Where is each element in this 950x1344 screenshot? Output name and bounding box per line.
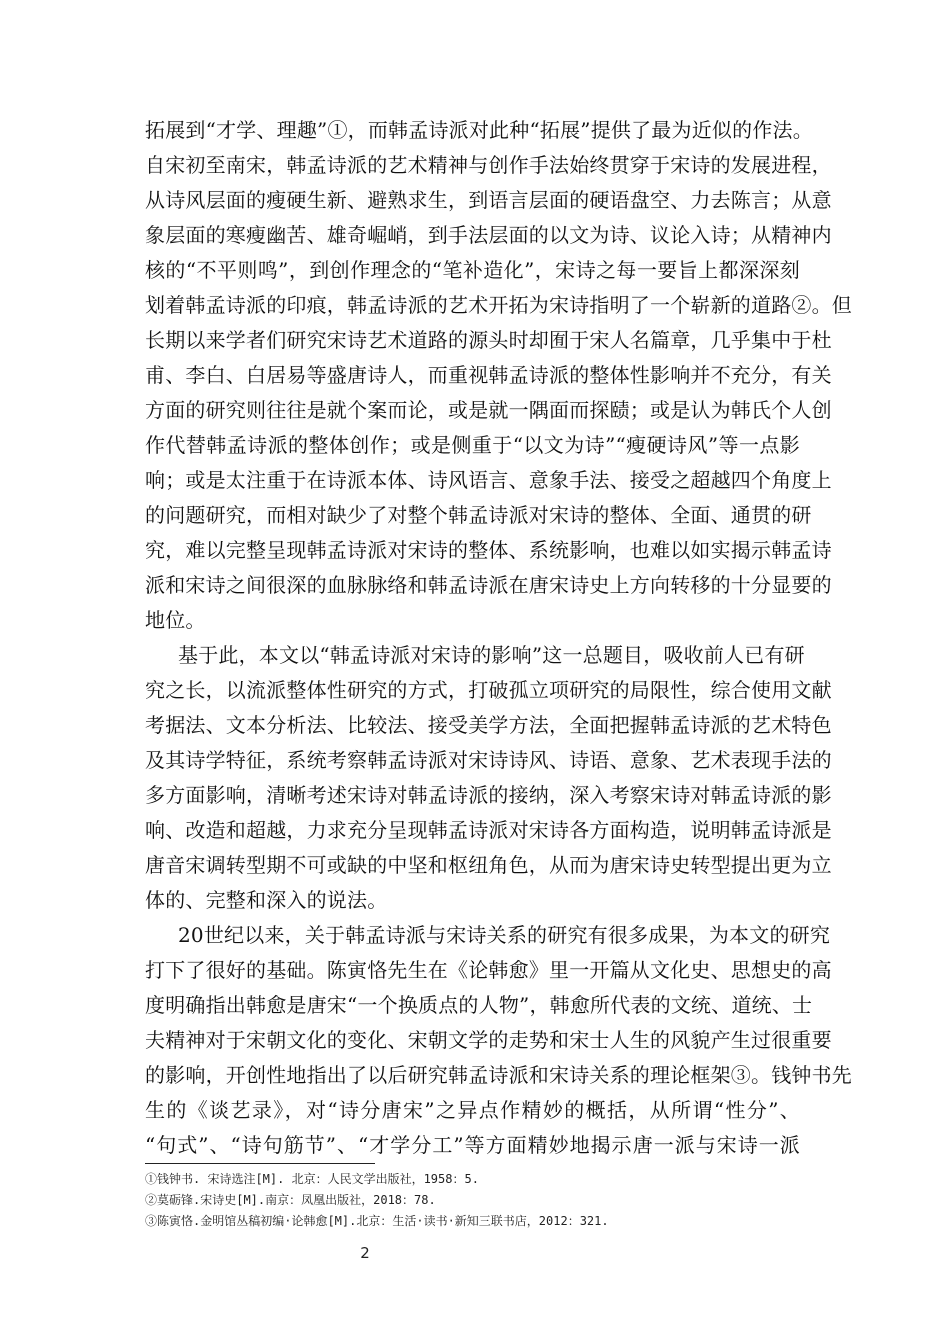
text-line: 度明确指出韩愈是唐宋“一个换质点的人物”，韩愈所代表的文统、道统、士 bbox=[145, 993, 813, 1017]
text-line: 唐音宋调转型期不可或缺的中坚和枢纽角色，从而为唐宋诗史转型提出更为立 bbox=[145, 853, 832, 877]
text-line: 长期以来学者们研究宋诗艺术道路的源头时却囿于宋人名篇章，几乎集中于杜 bbox=[145, 328, 832, 352]
text-line: 派和宋诗之间很深的血脉脉络和韩孟诗派在唐宋诗史上方向转移的十分显要的 bbox=[145, 573, 832, 597]
text-line: 从诗风层面的瘦硬生新、避熟求生，到语言层面的硬语盘空、力去陈言；从意 bbox=[145, 188, 832, 212]
text-line: 夫精神对于宋朝文化的变化、宋朝文学的走势和宋士人生的风貌产生过很重要 bbox=[145, 1028, 832, 1052]
text-line: “句式”、“诗句筋节”、“才学分工”等方面精妙地揭示唐一派与宋诗一派 bbox=[145, 1133, 800, 1157]
text-line: 核的“不平则鸣”，到创作理念的“笔补造化”，宋诗之每一要旨上都深深刻 bbox=[145, 258, 800, 282]
text-line: 打下了很好的基础。陈寅恪先生在《论韩愈》里一开篇从文化史、思想史的高 bbox=[145, 958, 832, 982]
text-line: 响、改造和超越，力求充分呈现韩孟诗派对宋诗各方面构造，说明韩孟诗派是 bbox=[145, 818, 832, 842]
text-line: 划着韩孟诗派的印痕，韩孟诗派的艺术开拓为宋诗指明了一个崭新的道路②。但 bbox=[145, 293, 852, 317]
text-line: 及其诗学特征，系统考察韩孟诗派对宋诗诗风、诗语、意象、艺术表现手法的 bbox=[145, 748, 832, 772]
text-line: 体的、完整和深入的说法。 bbox=[145, 888, 388, 912]
text-line: 生的《谈艺录》，对“诗分唐宋”之异点作精妙的概括，从所谓“性分”、 bbox=[145, 1098, 800, 1122]
page-number: 2 bbox=[360, 1244, 370, 1262]
text-line: 拓展到“才学、理趣”①，而韩孟诗派对此种“拓展”提供了最为近似的作法。 bbox=[145, 118, 813, 142]
footnote-3: ③陈寅恪.金明馆丛稿初编·论韩愈[M].北京：生活·读书·新知三联书店，2012：321. bbox=[145, 1214, 609, 1228]
text-line: 多方面影响，清晰考述宋诗对韩孟诗派的接纳，深入考察宋诗对韩孟诗派的影 bbox=[145, 783, 832, 807]
text-line: 考据法、文本分析法、比较法、接受美学方法，全面把握韩孟诗派的艺术特色 bbox=[145, 713, 832, 737]
text-line: 究之长，以流派整体性研究的方式，打破孤立项研究的局限性，综合使用文献 bbox=[145, 678, 832, 702]
footnote-2: ②莫砺锋.宋诗史[M].南京：凤凰出版社，2018：78. bbox=[145, 1193, 436, 1207]
text-line: 地位。 bbox=[145, 608, 206, 632]
text-line: 方面的研究则往往是就个案而论，或是就一隅面而探赜；或是认为韩氏个人创 bbox=[145, 398, 832, 422]
paragraph-first-line: 20世纪以来，关于韩孟诗派与宋诗关系的研究有很多成果，为本文的研究 bbox=[178, 923, 831, 947]
footnote-separator bbox=[145, 1163, 375, 1164]
text-line: 作代替韩孟诗派的整体创作；或是侧重于“以文为诗”“瘦硬诗风”等一点影 bbox=[145, 433, 800, 457]
footnote-1: ①钱钟书. 宋诗选注[M]. 北京：人民文学出版社，1958：5. bbox=[145, 1172, 479, 1186]
text-line: 象层面的寒瘦幽苦、雄奇崛峭，到手法层面的以文为诗、议论入诗；从精神内 bbox=[145, 223, 832, 247]
text-line: 响；或是太注重于在诗派本体、诗风语言、意象手法、接受之超越四个角度上 bbox=[145, 468, 832, 492]
paragraph-first-line: 基于此，本文以“韩孟诗派对宋诗的影响”这一总题目，吸收前人已有研 bbox=[178, 643, 805, 667]
text-line: 的问题研究，而相对缺少了对整个韩孟诗派对宋诗的整体、全面、通贯的研 bbox=[145, 503, 812, 527]
text-line: 的影响，开创性地指出了以后研究韩孟诗派和宋诗关系的理论框架③。钱钟书先 bbox=[145, 1063, 852, 1087]
text-line: 甫、李白、白居易等盛唐诗人，而重视韩孟诗派的整体性影响并不充分，有关 bbox=[145, 363, 832, 387]
text-line: 究，难以完整呈现韩孟诗派对宋诗的整体、系统影响，也难以如实揭示韩孟诗 bbox=[145, 538, 832, 562]
text-line: 自宋初至南宋，韩孟诗派的艺术精神与创作手法始终贯穿于宋诗的发展进程， bbox=[145, 153, 832, 177]
